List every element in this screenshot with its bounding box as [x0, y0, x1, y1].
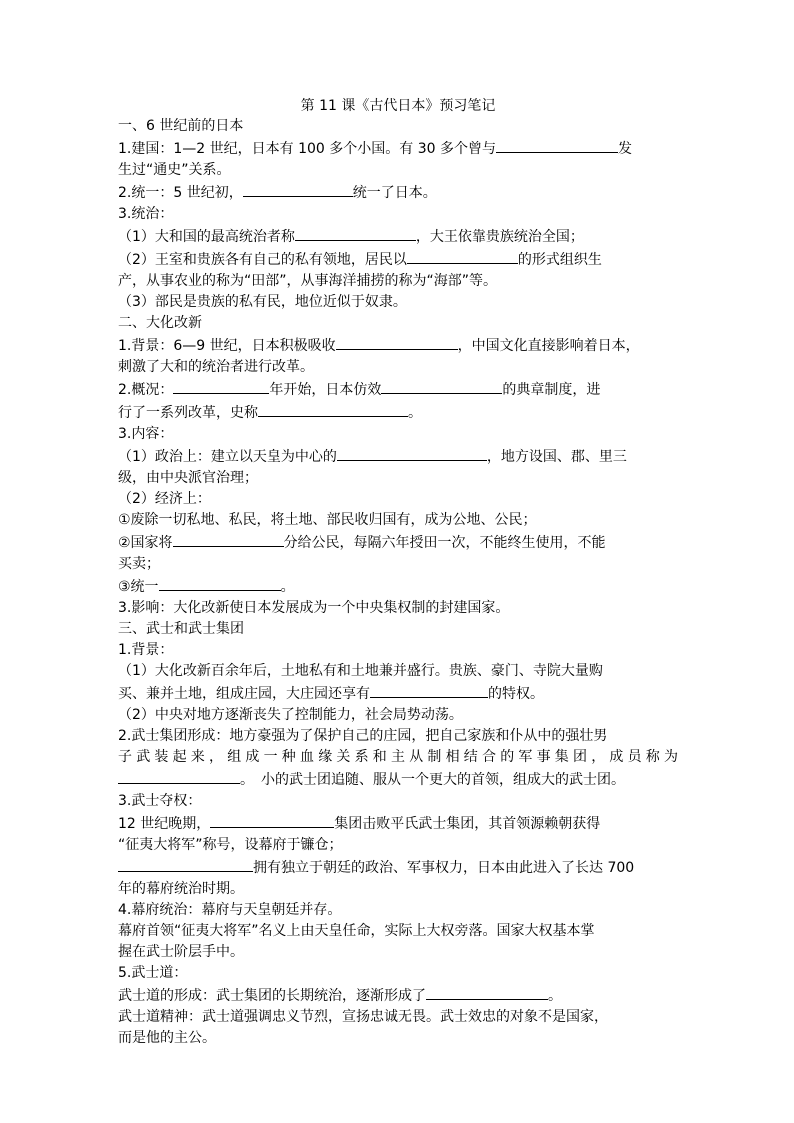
text-line: 生过“通史”关系。	[118, 162, 231, 178]
text-line	[118, 856, 678, 879]
fill-blank[interactable]	[258, 401, 408, 417]
text: 12 世纪晚期，	[118, 816, 211, 832]
fill-blank[interactable]	[381, 378, 502, 394]
text: 的形式组织生	[517, 252, 602, 268]
text: ，地方设国、郡、里三	[486, 449, 627, 465]
text: 统一了日本。	[352, 185, 437, 201]
text-line: 幕府首领“征夷大将军”名义上由天皇任命，实际上大权旁落。国家大权基本掌	[118, 923, 595, 939]
page-title: 第 11 课《古代日本》预习笔记	[300, 98, 496, 114]
text-line	[118, 768, 678, 791]
text: 发	[617, 141, 632, 157]
worksheet-page	[118, 96, 678, 1049]
text: 分给公民，每隔六年授田一次，不能终生使用，不能	[283, 535, 606, 551]
fill-blank[interactable]	[370, 682, 488, 698]
text-line: 买卖；	[118, 556, 160, 572]
fill-blank[interactable]	[426, 984, 548, 1000]
text: 。	[280, 579, 295, 595]
text-line: 握在武士阶层手中。	[118, 944, 244, 960]
text-line: 而是他的主公。	[118, 1030, 216, 1046]
text: 拥有独立于朝廷的政治、军事权力，日本由此进入了长达 700	[253, 860, 635, 876]
text-line: 1.背景：	[118, 642, 174, 658]
text: 买、兼并土地，组成庄园，大庄园还享有	[118, 686, 370, 702]
text-line: 3.影响：大化改新使日本发展成为一个中央集权制的封建国家。	[118, 600, 510, 616]
text: （1）大和国的最高统治者称	[118, 229, 295, 245]
fill-blank[interactable]	[118, 856, 253, 872]
text-line: “征夷大将军”称号，设幕府于镰仓；	[118, 837, 343, 853]
fill-blank[interactable]	[407, 248, 518, 264]
text: 。	[408, 405, 422, 421]
text: 的典章制度，进	[502, 382, 601, 398]
text: ③统一	[118, 579, 159, 595]
text-line: （2）中央对地方逐渐丧失了控制能力，社会局势动荡。	[118, 707, 463, 723]
text: ②国家将	[118, 535, 173, 551]
text-line: 3.统治：	[118, 206, 174, 222]
text: 2.概况：	[118, 382, 174, 398]
text-line: （2）经济上：	[118, 491, 211, 507]
text-line: 刺激了大和的统治者进行改革。	[118, 359, 314, 375]
fill-blank[interactable]	[337, 445, 487, 461]
text: ，大王依靠贵族统治全国；	[415, 229, 584, 245]
text-line	[118, 531, 678, 554]
text-line: 级，由中央派官治理；	[118, 470, 258, 486]
text-line	[118, 575, 678, 598]
fill-blank[interactable]	[159, 575, 281, 591]
text: 。 小的武士团追随、服从一个更大的首领，组成大的武士团。	[240, 772, 625, 788]
text: 集团击败平氏武士集团，其首领源赖朝获得	[334, 816, 601, 832]
section-heading: 二、大化改新	[118, 315, 202, 331]
fill-blank[interactable]	[243, 181, 353, 197]
text-line: 武士道精神：武士道强调忠义节烈，宣扬忠诚无畏。武士效忠的对象不是国家，	[118, 1009, 608, 1025]
text-line: （1）大化改新百余年后，土地私有和土地兼并盛行。贵族、豪门、寺院大量购	[118, 663, 603, 679]
text: （2）王室和贵族各有自己的私有领地，居民以	[118, 252, 407, 268]
fill-blank[interactable]	[118, 768, 240, 784]
fill-blank[interactable]	[210, 812, 334, 828]
text: 的特权。	[488, 686, 544, 702]
text-line	[118, 984, 678, 1007]
section-heading: 三、武士和武士集团	[118, 621, 244, 637]
fill-blank[interactable]	[173, 531, 284, 547]
text-line	[118, 334, 678, 357]
text-line: ①废除一切私地、私民，将土地、部民收归国有，成为公地、公民；	[118, 512, 537, 528]
text-line	[118, 401, 678, 424]
text: 年开始，日本仿效	[269, 382, 382, 398]
text-line	[118, 225, 678, 248]
text-line: 3.武士夺权：	[118, 793, 202, 809]
text: 2.统一：5 世纪初，	[118, 185, 243, 201]
text-line: 年的幕府统治时期。	[118, 881, 244, 897]
text: 行了一系列改革，史称	[118, 405, 258, 421]
text-line	[118, 137, 678, 160]
text-line	[118, 181, 678, 204]
text: （1）政治上：建立以天皇为中心的	[118, 449, 337, 465]
text-line: 4.幕府统治：幕府与天皇朝廷并存。	[118, 902, 342, 918]
text-line	[118, 812, 678, 835]
section-heading: 一、6 世纪前的日本	[118, 118, 244, 134]
text-line	[118, 378, 678, 401]
text-line: 3.内容：	[118, 426, 174, 442]
text-line: 5.武士道：	[118, 965, 188, 981]
fill-blank[interactable]	[295, 225, 416, 241]
text-line	[118, 248, 678, 271]
fill-blank[interactable]	[336, 334, 458, 350]
text: ，中国文化直接影响着日本，	[457, 338, 640, 354]
text: 1.背景：6—9 世纪，日本积极吸收	[118, 338, 336, 354]
text-line: 2.武士集团形成：地方豪强为了保护自己的庄园，把自己家族和仆从中的强壮男	[118, 728, 608, 744]
text-line: （3）部民是贵族的私有民，地位近似于奴隶。	[118, 294, 407, 310]
text: 。	[548, 988, 562, 1004]
text-line: 产，从事农业的称为“田部”，从事海洋捕捞的称为“海部”等。	[118, 273, 498, 289]
fill-blank[interactable]	[173, 378, 269, 394]
text: 武士道的形成：武士集团的长期统治，逐渐形成了	[118, 988, 426, 1004]
fill-blank[interactable]	[496, 137, 618, 153]
text-line	[118, 445, 678, 468]
text-line	[118, 682, 678, 705]
text: 1.建国：1—2 世纪，日本有 100 多个小国。有 30 多个曾与	[118, 141, 496, 157]
text-line: 子武装起来，组成一种血缘关系和主从制相结合的军事集团，成员称为	[118, 749, 678, 765]
